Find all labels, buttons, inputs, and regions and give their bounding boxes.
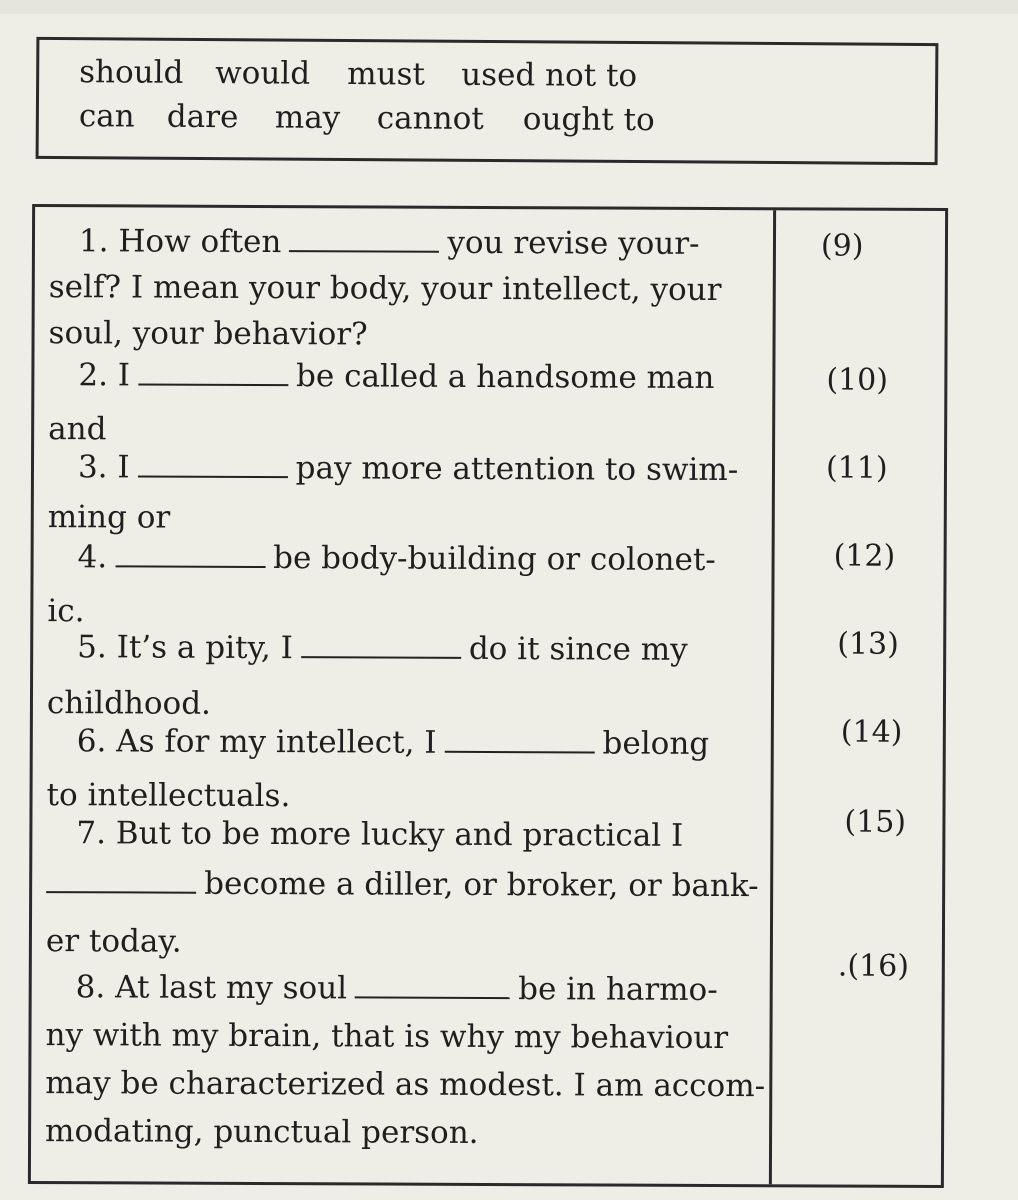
gap-number: (11) xyxy=(825,450,888,486)
sentence-line xyxy=(77,721,710,764)
sentence-line: to intellectuals. xyxy=(46,777,291,815)
word-option: ought to xyxy=(522,101,655,139)
sentence-line: soul, your behavior? xyxy=(48,315,368,353)
answer-blank-12[interactable] xyxy=(115,539,265,568)
answer-blank-14[interactable] xyxy=(445,725,595,754)
sentence-text: you revise your- xyxy=(447,224,700,262)
gap-number: (13) xyxy=(837,626,899,662)
word-option: cannot xyxy=(376,100,484,137)
sentence-text: be in harmo- xyxy=(518,971,718,1009)
sentence-line xyxy=(77,627,688,670)
sentence-line: childhood. xyxy=(46,685,212,722)
word-bank-box xyxy=(36,37,939,165)
gap-number: (14) xyxy=(840,714,903,750)
exercise-table xyxy=(28,204,948,1188)
sentence-text: become a diller, or broker, or bank- xyxy=(204,865,759,905)
word-option: should xyxy=(79,54,184,91)
gap-number: (10) xyxy=(826,362,889,398)
answer-blank-15[interactable] xyxy=(46,865,196,894)
word-option: can xyxy=(78,98,135,135)
sentence-text: be called a handsome man xyxy=(296,358,715,396)
sentence-line xyxy=(79,221,700,264)
sentence-text: 5. It’s a pity, I xyxy=(77,629,293,667)
sentence-text: belong xyxy=(602,725,710,762)
answer-blank-11[interactable] xyxy=(138,449,288,478)
sentence-line: modating, punctual person. xyxy=(45,1113,479,1151)
answer-blank-13[interactable] xyxy=(301,630,461,659)
word-option: must xyxy=(347,56,426,93)
sentence-text: 6. As for my intellect, I xyxy=(76,723,437,761)
sentence-text: do it since my xyxy=(468,630,688,668)
sentence-line xyxy=(76,967,718,1010)
word-option: may xyxy=(274,99,341,136)
sentence-line: and xyxy=(48,411,107,448)
gap-number: (12) xyxy=(833,538,896,574)
previous-page-edge xyxy=(0,0,1018,14)
sentence-line xyxy=(78,355,714,398)
sentence-text: pay more attention to swim- xyxy=(295,450,739,489)
sentence-line: self? I mean your body, your intellect, your xyxy=(48,269,722,309)
word-option: used not to xyxy=(461,56,638,95)
sentence-line: may be characterized as modest. I am accom- xyxy=(45,1065,766,1105)
column-divider xyxy=(769,210,776,1184)
sentence-line: ming or xyxy=(47,499,171,536)
sentence-text: be body-building or colonet- xyxy=(273,540,716,578)
answer-blank-9[interactable] xyxy=(289,224,439,253)
sentence-line xyxy=(46,863,759,906)
sentence-line: 7. But to be more lucky and practical I xyxy=(76,815,684,854)
word-option: would xyxy=(215,55,311,92)
sentence-text: 8. At last my soul xyxy=(75,969,348,1007)
word-option: dare xyxy=(166,98,239,136)
sentence-text: 2. I xyxy=(78,357,131,394)
gap-number: (9) xyxy=(820,228,864,264)
sentence-line: ny with my brain, that is why my behaviour xyxy=(45,1017,729,1057)
sentence-text: 3. I xyxy=(77,449,130,486)
sentence-line: ic. xyxy=(47,593,85,630)
sentence-text: 1. How often xyxy=(78,223,282,261)
answer-blank-16[interactable] xyxy=(355,970,510,999)
sentence-line xyxy=(78,447,738,490)
sentence-line: er today. xyxy=(45,923,182,960)
gap-number: .(16) xyxy=(837,948,910,984)
gap-number: (15) xyxy=(844,804,907,840)
sentence-text: 4. xyxy=(77,539,108,576)
sentence-line xyxy=(78,537,716,580)
answer-blank-10[interactable] xyxy=(138,357,288,386)
